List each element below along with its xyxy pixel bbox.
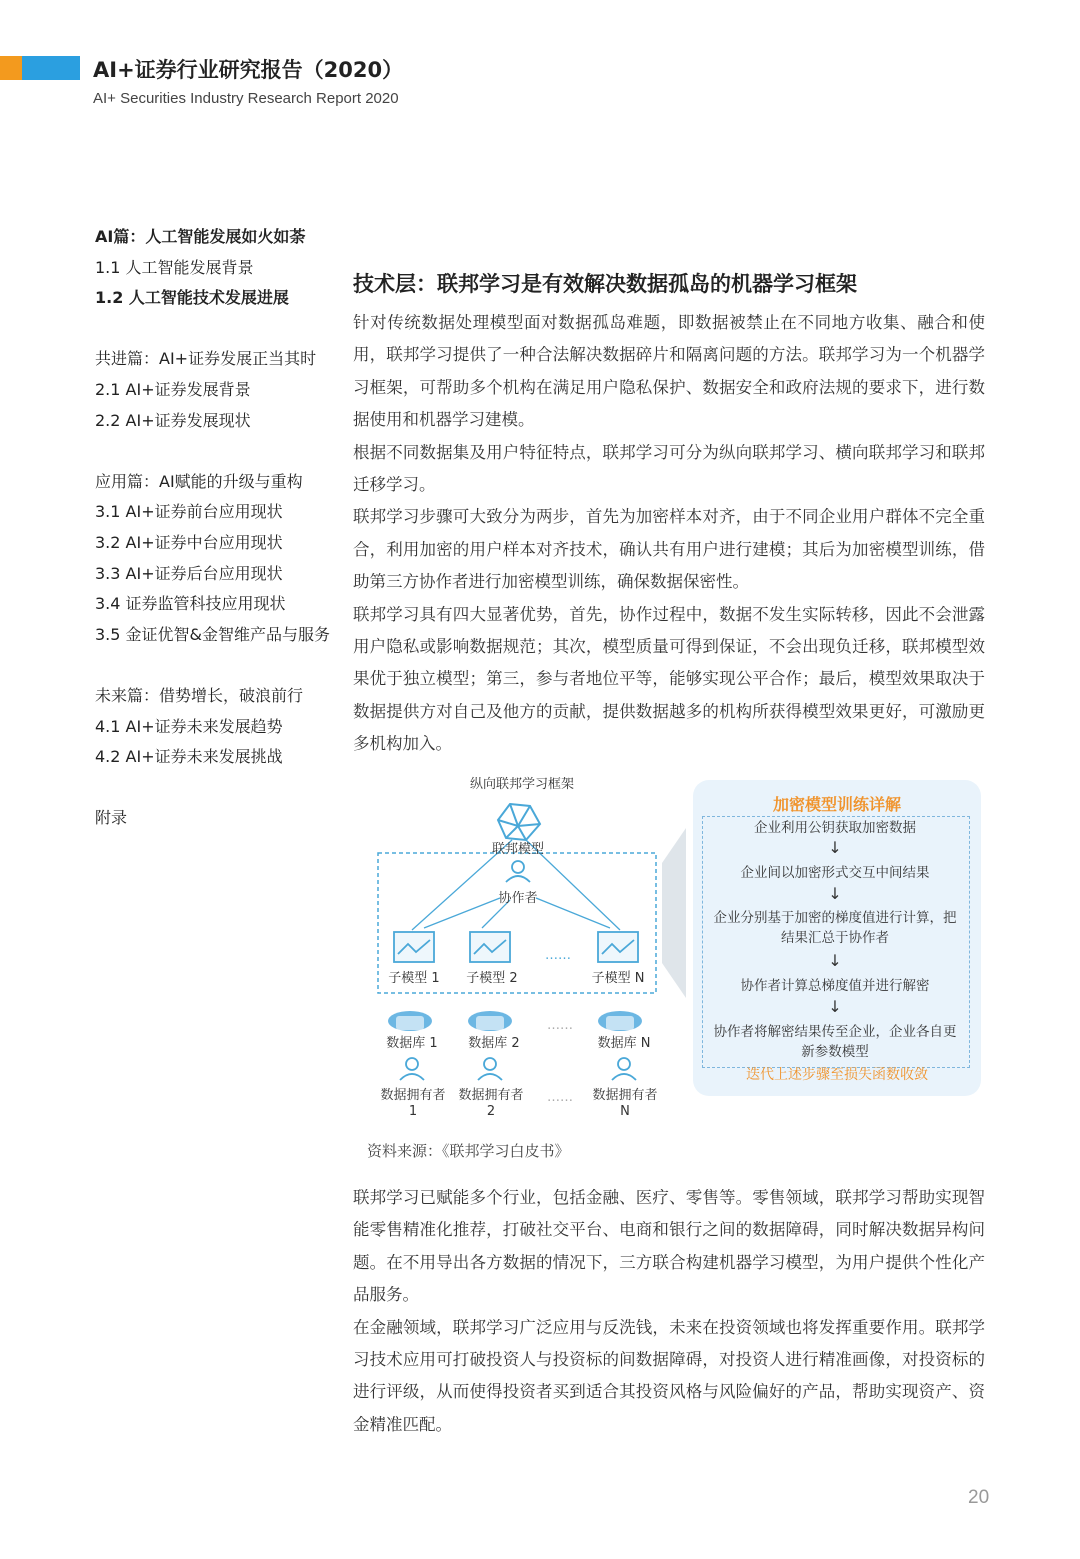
toc-item[interactable]: 3.2 AI+证券中台应用现状 <box>95 532 283 552</box>
submodel-icon <box>394 932 434 962</box>
toc-item[interactable]: 3.5 金证优智&金智维产品与服务 <box>95 624 331 644</box>
toc-item[interactable]: 4.1 AI+证券未来发展趋势 <box>95 716 283 736</box>
body-text-top <box>353 307 985 761</box>
down-arrow-icon: ↓ <box>828 838 842 857</box>
toc-item[interactable]: 未来篇：借势增长，破浪前行 <box>95 685 304 705</box>
page-number: 20 <box>968 1487 990 1508</box>
header-accent-blue <box>22 56 80 80</box>
owner-label: 数据拥有者 N <box>592 1088 658 1119</box>
database-icon <box>468 1011 512 1031</box>
toc-item[interactable]: 3.4 证券监管科技应用现状 <box>95 594 286 614</box>
toc-item[interactable]: 1.1 人工智能发展背景 <box>95 257 254 277</box>
database-label: 数据库 1 <box>386 1036 438 1051</box>
paragraph: 在金融领域，联邦学习广泛应用与反洗钱，未来在投资领域也将发挥重要作用。联邦学习技术应用可打破投资人与投资标的间数据障碍，对投资人进行精准画像，对投资标的进行评级，从而使得投资者买到适合其投资风格与风险偏好的产品，帮助实现资产、资金精准匹配。 <box>353 1317 985 1434</box>
toc-item[interactable]: 3.1 AI+证券前台应用现状 <box>95 502 283 522</box>
panel-title: 加密模型训练详解 <box>772 795 901 814</box>
owner-icon <box>478 1058 502 1080</box>
database-label: 数据库 N <box>597 1036 651 1051</box>
toc-item[interactable]: 2.1 AI+证券发展背景 <box>95 379 251 399</box>
down-arrow-icon: ↓ <box>828 951 842 970</box>
paragraph: 针对传统数据处理模型面对数据孤岛难题，即数据被禁止在不同地方收集、融合和使用，联邦学习提供了一种合法解决数据碎片和隔离问题的方法。联邦学习为一个机器学习框架，可帮助多个机构在满足用户隐私保护、数据安全和政府法规的要求下，进行数据使用和机器学习建模。 <box>353 313 985 430</box>
database-icon <box>388 1011 432 1031</box>
down-arrow-icon: ↓ <box>828 997 842 1016</box>
submodel-icon <box>598 932 638 962</box>
toc-item[interactable]: 1.2 人工智能技术发展进展 <box>95 288 289 308</box>
training-step: 协作者计算总梯度值并进行解密 <box>740 978 930 994</box>
coordinator-icon <box>506 861 530 882</box>
table-of-contents <box>95 222 350 834</box>
toc-item[interactable]: 共进篇：AI+证券发展正当其时 <box>95 349 317 369</box>
training-step: 企业分别基于加密的梯度值进行计算，把结果汇总于协作者 <box>713 910 957 946</box>
report-title: AI+证券行业研究报告（2020） <box>93 58 404 82</box>
submodel-label: 子模型 2 <box>466 971 518 986</box>
toc-item[interactable]: AI篇：人工智能发展如火如荼 <box>95 227 306 246</box>
federated-learning-diagram <box>360 768 990 1128</box>
training-step: 协作者将解密结果传至企业，企业各自更新参数模型 <box>713 1024 957 1060</box>
body-text-bottom <box>353 1182 985 1441</box>
toc-item[interactable]: 应用篇：AI赋能的升级与重构 <box>95 471 303 491</box>
database-label: 数据库 2 <box>468 1036 520 1051</box>
submodel-label: 子模型 N <box>591 971 645 986</box>
toc-gap <box>95 314 350 345</box>
submodel-icon <box>470 932 510 962</box>
toc-gap <box>95 650 350 681</box>
ellipsis: …… <box>547 1018 573 1033</box>
submodel-label: 子模型 1 <box>388 971 440 986</box>
paragraph: 联邦学习步骤可大致分为两步，首先为加密样本对齐，由于不同企业用户群体不完全重合，利用加密的用户样本对齐技术，确认共有用户进行建模；其后为加密模型训练，借助第三方协作者进行加密模型训练，确保数据保密性。 <box>353 507 985 592</box>
paragraph: 联邦学习已赋能多个行业，包括金融、医疗、零售等。零售领域，联邦学习帮助实现智能零售精准化推荐，打破社交平台、电商和银行之间的数据障碍，同时解决数据异构问题。在不用导出各方数据的情况下，三方联合构建机器学习模型，为用户提供个性化产品服务。 <box>353 1188 985 1305</box>
header-accent-orange <box>0 56 22 80</box>
toc-item[interactable]: 附录 <box>95 808 128 828</box>
owner-icon <box>612 1058 636 1080</box>
coordinator-label: 协作者 <box>498 891 538 906</box>
toc-item[interactable]: 4.2 AI+证券未来发展挑战 <box>95 747 283 767</box>
federated-model-icon <box>498 804 540 840</box>
toc-gap <box>95 773 350 804</box>
section-title: 技术层：联邦学习是有效解决数据孤岛的机器学习框架 <box>353 272 857 296</box>
figure-source: 资料来源：《联邦学习白皮书》 <box>367 1142 570 1160</box>
loop-text: 迭代上述步骤至损失函数收敛 <box>746 1067 928 1083</box>
paragraph: 联邦学习具有四大显著优势，首先，协作过程中，数据不发生实际转移，因此不会泄露用户隐私或影响数据规范；其次，模型质量可得到保证，不会出现负迁移，联邦模型效果优于独立模型；第三，参与者地位平等，能够实现公平合作；最后，模型效果取决于数据提供方对自己及他方的贡献，提供数据越多的机构所获得模型效果更好，可激励更多机构加入。 <box>353 604 985 754</box>
report-subtitle: AI+ Securities Industry Research Report 2020 <box>93 90 399 107</box>
diagram-title: 纵向联邦学习框架 <box>469 777 574 792</box>
training-step: 企业利用公钥获取加密数据 <box>754 820 916 836</box>
ellipsis: …… <box>545 948 571 963</box>
paragraph: 根据不同数据集及用户特征特点，联邦学习可分为纵向联邦学习、横向联邦学习和联邦迁移学习。 <box>353 442 985 495</box>
owner-icon <box>400 1058 424 1080</box>
owner-label: 数据拥有者 1 <box>380 1088 446 1119</box>
separator-chevron <box>662 828 686 998</box>
toc-item[interactable]: 2.2 AI+证券发展现状 <box>95 410 251 430</box>
ellipsis: …… <box>547 1090 573 1105</box>
down-arrow-icon: ↓ <box>828 884 842 903</box>
owner-label: 数据拥有者 2 <box>458 1088 524 1119</box>
federated-model-label: 联邦模型 <box>491 842 544 857</box>
toc-item[interactable]: 3.3 AI+证券后台应用现状 <box>95 563 283 583</box>
training-step: 企业间以加密形式交互中间结果 <box>740 865 930 881</box>
database-icon <box>598 1011 642 1031</box>
toc-gap <box>95 436 350 467</box>
